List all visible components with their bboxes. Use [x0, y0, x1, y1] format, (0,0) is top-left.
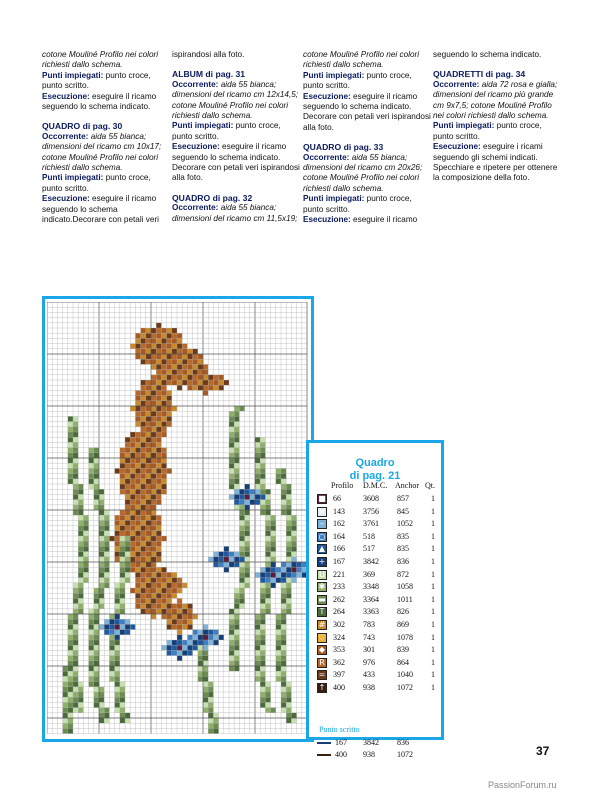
- labeled-paragraph: [42, 194, 170, 225]
- color-legend: [306, 440, 444, 759]
- punto-scritto-title: Punto scritto: [319, 725, 360, 734]
- legend-profilo: 302: [333, 620, 345, 629]
- labeled-paragraph: [433, 121, 561, 142]
- legend-dmc: 3761: [363, 519, 379, 529]
- labeled-paragraph: [42, 132, 170, 174]
- paragraph-text: punto croce, punto scritto.: [42, 173, 151, 193]
- color-swatch: #: [318, 620, 326, 629]
- legend-dmc: 518: [363, 531, 375, 541]
- paragraph-text: eseguire il ricamo: [350, 215, 418, 225]
- legend-anchor: 835: [397, 544, 409, 554]
- legend-dmc: 743: [363, 632, 375, 642]
- text-column-4: [433, 50, 561, 184]
- legend-row: [317, 594, 441, 606]
- legend-profilo: 324: [333, 632, 345, 642]
- paragraph-label: Punti impiegati:: [303, 70, 365, 80]
- legend-qt: 1: [431, 582, 435, 592]
- legend-qt: 1: [431, 531, 435, 541]
- paragraph-label: Occorrente:: [172, 203, 219, 213]
- legend-anchor: 1011: [397, 594, 413, 604]
- punto-scritto-anchor: 1072: [397, 750, 413, 759]
- paragraph: [172, 50, 300, 60]
- paragraph-gap: [172, 60, 300, 69]
- legend-row: [317, 506, 441, 518]
- legend-profilo: 166: [333, 544, 345, 554]
- legend-anchor: 836: [397, 557, 409, 566]
- legend-profilo: 164: [333, 531, 345, 541]
- legend-anchor: 1058: [397, 582, 413, 592]
- paragraph-text: aida 55 bianca; dimensioni del ricamo cm 20x26; cotone Mouliné Profilo nei colori richiesti dallo schema.: [303, 152, 423, 193]
- labeled-paragraph: [433, 80, 561, 122]
- legend-dmc: 301: [363, 645, 375, 655]
- legend-profilo: 162: [333, 519, 345, 529]
- legend-anchor: 869: [397, 620, 409, 629]
- legend-qt: 1: [431, 683, 435, 692]
- legend-dmc: 3348: [363, 582, 379, 592]
- paragraph-label: Occorrente:: [303, 152, 350, 162]
- paragraph-text: cotone Mouliné Profilo nei colori richiesti dallo schema.: [303, 50, 420, 70]
- legend-profilo: 353: [333, 645, 345, 655]
- legend-row: [317, 632, 441, 644]
- legend-anchor: 839: [397, 645, 409, 655]
- color-swatch: =: [318, 670, 326, 680]
- color-swatch: ▬: [318, 594, 326, 604]
- text-column-3: [303, 50, 431, 226]
- legend-row: [317, 669, 441, 681]
- paragraph-text: eseguire i ricami seguendo gli schemi indicati. Specchiare e ripetere per ottenere la composizione della foto.: [433, 142, 558, 183]
- legend-dmc: 976: [363, 657, 375, 667]
- paragraph-label: Punti impiegati:: [433, 121, 495, 131]
- legend-profilo: 262: [333, 594, 345, 604]
- legend-header-anchor: Anchor: [395, 481, 419, 490]
- legend-title: [309, 457, 441, 483]
- paragraph-text: aida 55 bianca; dimensioni del ricamo cm 12x14,5; cotone Mouliné Profilo nei colori richiesti dallo schema.: [172, 79, 299, 121]
- legend-row: [317, 556, 441, 568]
- paragraph-text: eseguire il ricamo seguendo lo schema indicato. Decorare con petali veri ispirandosi alla foto.: [303, 91, 431, 132]
- legend-qt: 1: [431, 544, 435, 554]
- paragraph-label: Occorrente:: [433, 79, 480, 89]
- paragraph-label: Occorrente:: [172, 79, 219, 89]
- paragraph-text: aida 55 bianca; dimensioni del ricamo cm 10x17; cotone Mouliné Profilo nei colori richiesti dallo schema.: [42, 131, 162, 173]
- legend-row: [317, 493, 441, 505]
- paragraph-label: Punti impiegati:: [42, 70, 104, 80]
- labeled-paragraph: [42, 71, 170, 92]
- legend-anchor: 1040: [397, 670, 413, 680]
- paragraph-text: eseguire il ricamo seguendo lo schema indicato. Decorare con petali veri ispirandosi alla foto.: [172, 142, 300, 183]
- legend-row: [317, 531, 441, 543]
- legend-dmc: 369: [363, 569, 375, 579]
- legend-anchor: 1052: [397, 519, 413, 529]
- legend-dmc: 3364: [363, 594, 379, 604]
- section-heading: QUADRO di pag. 33: [303, 142, 384, 153]
- labeled-paragraph: [303, 153, 431, 195]
- labeled-paragraph: [303, 92, 431, 134]
- legend-qt: 1: [431, 607, 435, 617]
- color-swatch: ▲: [318, 544, 326, 554]
- punto-scritto-profilo: 400: [335, 750, 347, 759]
- color-swatch: ○: [318, 531, 326, 541]
- paragraph: [303, 50, 431, 71]
- punto-scritto-row: [317, 737, 441, 749]
- legend-dmc: 3608: [363, 494, 379, 503]
- page-number: 37: [536, 744, 550, 758]
- paragraph-label: Punti impiegati:: [303, 194, 365, 204]
- legend-anchor: 857: [397, 494, 409, 503]
- legend-qt: 1: [431, 519, 435, 529]
- legend-dmc: 3363: [363, 607, 379, 617]
- paragraph-label: Esecuzione:: [303, 91, 351, 101]
- paragraph-gap: [433, 60, 561, 69]
- section-heading: QUADRO di pag. 32: [172, 192, 253, 203]
- paragraph-label: Esecuzione:: [433, 142, 481, 152]
- legend-qt: 1: [431, 632, 435, 642]
- punto-scritto-anchor: 836: [397, 738, 409, 747]
- punto-scritto-dmc: 938: [363, 750, 375, 759]
- legend-dmc: 3842: [363, 557, 379, 566]
- legend-qt: 1: [431, 670, 435, 680]
- legend-header-profilo: Profilo: [331, 481, 354, 490]
- paragraph-gap: [172, 184, 300, 193]
- legend-anchor: 835: [397, 531, 409, 541]
- legend-anchor: 845: [397, 506, 409, 516]
- legend-anchor: 826: [397, 607, 409, 617]
- paragraph-label: Occorrente:: [42, 131, 89, 141]
- legend-qt: 1: [431, 620, 435, 629]
- paragraph-label: Esecuzione:: [172, 142, 220, 152]
- punto-scritto-row: [317, 749, 441, 761]
- paragraph-text: punto croce, punto scritto.: [303, 70, 412, 91]
- legend-row: [317, 569, 441, 581]
- legend-profilo: 362: [333, 657, 345, 667]
- legend-qt: 1: [431, 494, 435, 503]
- legend-anchor: 864: [397, 657, 409, 667]
- color-swatch: –: [317, 519, 327, 529]
- legend-profilo: 233: [333, 582, 345, 592]
- legend-anchor: 1072: [397, 683, 413, 692]
- legend-qt: 1: [431, 657, 435, 667]
- paragraph: [433, 50, 561, 60]
- paragraph-text: punto croce, punto scritto.: [433, 121, 542, 141]
- punto-scritto-profilo: 167: [335, 738, 347, 747]
- color-swatch: T: [317, 607, 327, 617]
- text-column-1: [42, 50, 170, 226]
- legend-row: [317, 606, 441, 618]
- legend-qt: 1: [431, 557, 435, 566]
- punto-scritto-dmc: 3842: [363, 738, 379, 747]
- cross-stitch-chart: [47, 302, 309, 736]
- color-swatch: ◆: [318, 645, 326, 655]
- labeled-paragraph: [303, 71, 431, 92]
- section-heading: QUADRO di pag. 30: [42, 121, 123, 132]
- paragraph: [42, 50, 170, 71]
- paragraph-label: Punti impiegati:: [42, 173, 104, 183]
- color-swatch: ■: [318, 494, 326, 503]
- labeled-paragraph: [172, 80, 300, 122]
- labeled-paragraph: [172, 121, 300, 142]
- paragraph-text: eseguire il ricamo seguendo lo schema indicato.Decorare con petali veri: [42, 194, 159, 225]
- color-swatch: ♡: [318, 632, 326, 642]
- paragraph-label: Esecuzione:: [303, 215, 351, 225]
- legend-row: [317, 682, 441, 694]
- legend-qt: 1: [431, 594, 435, 604]
- legend-profilo: 397: [333, 670, 345, 680]
- color-swatch: U: [317, 570, 327, 580]
- labeled-paragraph: [172, 203, 300, 224]
- legend-row: [317, 644, 441, 656]
- paragraph-text: eseguire il ricamo seguendo lo schema indicato.: [42, 91, 157, 112]
- paragraph-text: ispirandosi alla foto.: [172, 50, 245, 59]
- color-swatch: ✱: [318, 582, 326, 592]
- paragraph-text: aida 55 bianca; dimensioni del ricamo cm 11,5x19;: [172, 203, 298, 223]
- labeled-paragraph: [172, 142, 300, 184]
- legend-qt: 1: [431, 645, 435, 655]
- legend-anchor: 872: [397, 569, 409, 579]
- paragraph-label: Esecuzione:: [42, 91, 90, 101]
- paragraph-text: punto croce, punto scritto.: [303, 194, 412, 214]
- section-heading: QUADRETTI di pag. 34: [433, 69, 526, 80]
- legend-title-line2: di pag. 21: [349, 470, 401, 482]
- legend-row: [317, 581, 441, 593]
- labeled-paragraph: [42, 173, 170, 194]
- legend-row: [317, 657, 441, 669]
- legend-qt: 1: [431, 506, 435, 516]
- stitch-line-icon: [317, 754, 331, 756]
- legend-profilo: 66: [333, 494, 341, 503]
- paragraph-gap: [303, 133, 431, 142]
- legend-row: [317, 518, 441, 530]
- legend-profilo: 264: [333, 607, 345, 617]
- paragraph-gap: [42, 112, 170, 121]
- paragraph-text: cotone Mouliné Profilo nei colori richiesti dallo schema.: [42, 50, 159, 70]
- legend-profilo: 221: [333, 569, 345, 579]
- legend-profilo: 167: [333, 557, 345, 566]
- color-swatch: R: [317, 658, 327, 668]
- paragraph-text: punto croce, punto scritto.: [42, 70, 151, 91]
- legend-row: [317, 619, 441, 631]
- legend-profilo: 400: [333, 683, 345, 692]
- legend-profilo: 143: [333, 506, 345, 516]
- legend-header-dmc: D.M.C.: [363, 481, 388, 490]
- paragraph-text: punto croce, punto scritto.: [172, 121, 281, 141]
- legend-dmc: 517: [363, 544, 375, 554]
- labeled-paragraph: [433, 142, 561, 184]
- section-heading: ALBUM di pag. 31: [172, 69, 246, 80]
- paragraph-label: Esecuzione:: [42, 194, 90, 204]
- color-swatch: +: [318, 557, 326, 566]
- labeled-paragraph: [303, 194, 431, 215]
- legend-header-qt: Qt.: [425, 481, 435, 490]
- paragraph-text: aida 72 rosa e gialla; dimensioni del ricamo più grande cm 9x7,5; cotone Mouliné Profilo nei colori richiesti dallo schema.: [433, 79, 558, 121]
- color-swatch: ↑: [318, 683, 326, 692]
- legend-row: [317, 543, 441, 555]
- watermark: PassionForum.ru: [488, 780, 557, 790]
- legend-dmc: 433: [363, 670, 375, 680]
- stitch-line-icon: [317, 742, 331, 744]
- paragraph-text: seguendo lo schema indicato.: [433, 50, 542, 59]
- labeled-paragraph: [303, 215, 431, 225]
- legend-qt: 1: [431, 569, 435, 579]
- legend-dmc: 3756: [363, 506, 379, 516]
- labeled-paragraph: [42, 92, 170, 113]
- text-column-2: [172, 50, 300, 224]
- color-swatch: ×: [318, 506, 326, 516]
- legend-dmc: 783: [363, 620, 375, 629]
- legend-title-line1: Quadro: [355, 457, 395, 469]
- paragraph-label: Punti impiegati:: [172, 121, 234, 131]
- legend-dmc: 938: [363, 683, 375, 692]
- legend-anchor: 1078: [397, 632, 413, 642]
